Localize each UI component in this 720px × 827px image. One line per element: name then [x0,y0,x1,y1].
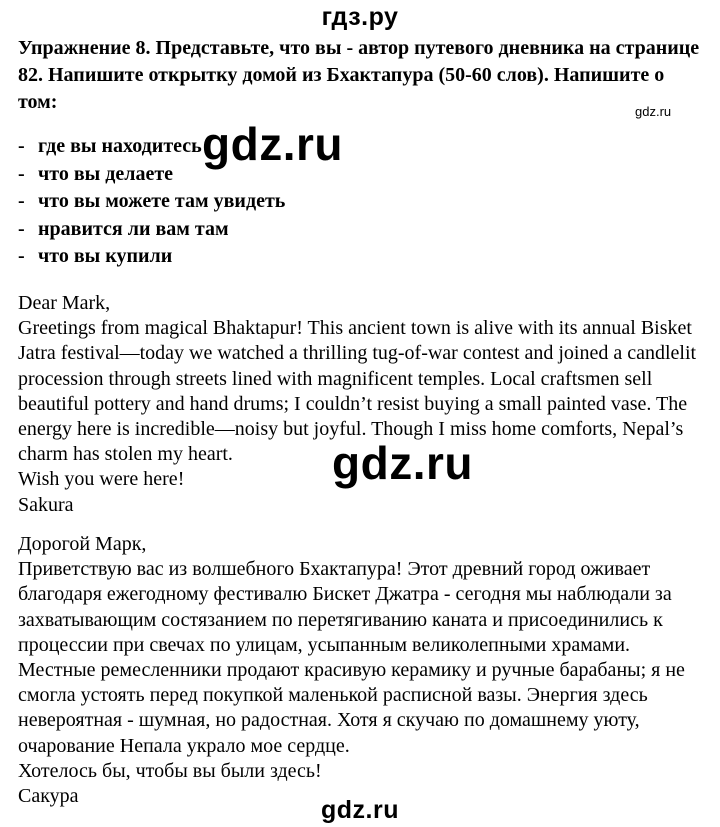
task-point [18,188,285,216]
letter-line: energy here is incredible—noisy but joyful. Though I miss home comforts, Nepal’s [18,418,684,441]
task-point-text: где вы находитесь [38,135,202,157]
bullet-dash: - [18,245,25,267]
letter-line: Dear Mark, [18,292,111,314]
letter-line: процессии при свечах по улицам, усыпанным великолепными храмами. [18,633,631,656]
letter-line: невероятная - шумная, но радостная. Хотя я скучаю по домашнему уюту, [18,709,640,732]
letter-line: Приветствую вас из волшебного Бхактапура! Этот древний город оживает [18,558,651,581]
watermark-large: gdz.ru [202,118,343,170]
letter-line: Greetings from magical Bhaktapur! This ancient town is alive with its annual Bisket [18,317,692,340]
bullet-dash: - [18,162,25,185]
bullet-dash: - [18,190,25,212]
letter-line: захватывающим состязанием по перетягиванию каната и присоединились к [18,608,663,631]
small-watermark: gdz.ru [635,104,672,119]
bullet-dash: - [18,217,25,240]
site-header: гдз.ру [321,3,399,31]
letter-line: Jatra festival—today we watched a thrilling tug-of-war contest and joined a candlelit [18,342,697,365]
letter-line: Местные ремесленники продают красивую керамику и ручные барабаны; я не [18,659,685,682]
task-point [18,243,285,271]
task-point-text: что вы делаете [38,162,174,185]
task-point [18,216,285,244]
task-statement: Упражнение 8. Представьте, что вы - автор путевого дневника на странице 82. Напишите открытку домой из Бхактапура (50-60 слов). Напишите о том: [18,37,700,113]
watermark-large: gdz.ru [332,437,473,489]
letter-line: charm has stolen my heart. [18,443,233,466]
letter-signature: Sakura [18,493,74,516]
letter-line: очарование Непала украло мое сердце. [18,734,350,757]
task-point-text: что вы купили [38,245,173,267]
letter-line: beautiful pottery and hand drums; I couldn’t resist buying a small painted vase. The [18,392,688,415]
bullet-dash: - [18,135,25,157]
letter-line: благодаря ежегодному фестивалю Бискет Джатра - сегодня мы наблюдали за [18,583,672,606]
task-point-text: нравится ли вам там [38,217,229,240]
letter-line: procession through streets lined with magnificent temples. Local craftsmen sell [18,367,653,390]
letter-line: Дорогой Марк, [18,533,147,555]
letter-line: смогла устоять перед покупкой маленькой расписной вазы. Энергия здесь [18,684,648,707]
postcard-russian [18,532,708,809]
task-point-text: что вы можете там увидеть [38,190,286,212]
letter-line: Wish you were here! [18,468,185,491]
watermark-footer: gdz.ru [321,796,399,824]
letter-line: Хотелось бы, чтобы вы были здесь! [18,759,322,782]
letter-signature: Сакура [18,785,79,808]
